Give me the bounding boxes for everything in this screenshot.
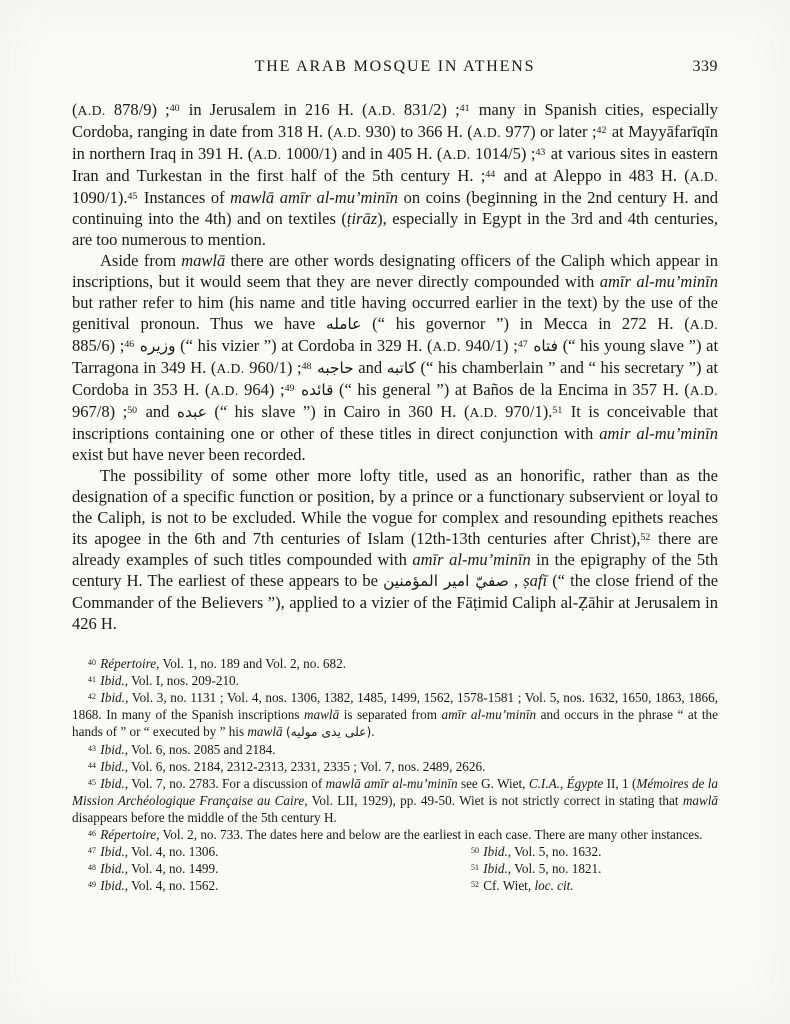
- text-run: A.D.: [472, 125, 501, 140]
- text-run: and at Aleppo in 483 H. (: [496, 166, 690, 185]
- text-run: there are other words designating officers of the Caliph which appear in inscriptions, but it would seem that they are never directly compounded with: [72, 251, 718, 291]
- footnotes-columns: [72, 843, 718, 894]
- italic-text: Ibid.: [100, 673, 125, 688]
- arabic-text: عبده: [176, 403, 207, 421]
- text-run: A.D.: [442, 147, 471, 162]
- text-run: A.D.: [689, 317, 718, 332]
- text-run: 970/1).: [497, 402, 553, 421]
- arabic-text: فتاه: [533, 337, 559, 355]
- footnotes-section: [72, 655, 718, 894]
- footnote-ref: 43: [88, 743, 96, 753]
- footnote-ref: 49: [88, 879, 96, 889]
- text-run: A.D.: [210, 383, 239, 398]
- paragraph: [72, 250, 718, 465]
- text-run: A.D.: [689, 169, 718, 184]
- italic-text: amīr al-mu’minīn: [412, 550, 531, 569]
- text-run: (“ his vizier ”) at Cordoba in 329 H. (: [175, 336, 433, 355]
- arabic-text: صفيّ امير المؤمنين: [383, 572, 509, 590]
- text-run: A.D.: [333, 125, 362, 140]
- footnote-ref: 44: [88, 760, 96, 770]
- paragraph: [72, 99, 718, 250]
- italic-text: Ibid.: [100, 742, 125, 757]
- text-run: 831/2) ;: [395, 100, 460, 119]
- text-run: at Mayyāfarīqīn in northern Iraq in 391 H. (: [72, 122, 718, 163]
- footnote: [72, 655, 718, 672]
- footnote-ref: 48: [301, 360, 312, 372]
- italic-text: Répertoire: [100, 827, 157, 842]
- text-run: A.D.: [253, 147, 282, 162]
- text-run: A.D.: [367, 103, 396, 118]
- text-run: , Vol. LII, 1929), pp. 49-50. Wiet is not strictly correct in stating that: [304, 793, 683, 808]
- footnote-ref: 47: [517, 338, 528, 350]
- text-run: 1000/1) and in 405 H. (: [281, 144, 443, 163]
- italic-text: Répertoire: [100, 656, 157, 671]
- text-run: (: [72, 100, 78, 119]
- text-run: is separated from: [339, 707, 442, 722]
- text-run: exist but have never been recorded.: [72, 445, 306, 464]
- text-run: .: [371, 724, 375, 739]
- italic-text: Ibid.: [100, 861, 125, 876]
- paragraph: [72, 465, 718, 634]
- footnote: [72, 877, 455, 894]
- text-run: (“ his chamberlain ” and “ his secretary ”) at Cordoba in 353 H. (: [72, 358, 719, 399]
- text-run: Instances of: [138, 188, 231, 207]
- footnote-ref: 41: [459, 102, 470, 114]
- italic-text: Ibid.: [483, 861, 508, 876]
- text-run: see G. Wiet,: [457, 776, 529, 791]
- text-run: 960/1) ;: [244, 358, 302, 377]
- footnotes-full-width: [72, 655, 718, 843]
- italic-text: C.I.A., Égypte: [528, 776, 604, 791]
- italic-text: Ibid.: [100, 776, 125, 791]
- text-run: 1014/5) ;: [470, 144, 536, 163]
- page-content: [72, 58, 718, 894]
- text-run: 1090/1).: [72, 188, 128, 207]
- text-run: It is conceivable that inscriptions containing one or other of these titles in direct conjunction with: [72, 402, 718, 443]
- footnotes-column-right: [455, 843, 718, 894]
- running-header: [72, 58, 718, 76]
- italic-text: Ibid.: [483, 844, 508, 859]
- text-run: 977) or later ;: [500, 122, 597, 141]
- text-run: in the epigraphy of the 5th century H. The earliest of these appears to be: [72, 550, 718, 590]
- arabic-text: وزيره: [139, 337, 176, 355]
- italic-text: mawlā amīr al-mu’minīn: [230, 188, 399, 207]
- text-run: disappears before the middle of the 5th century H.: [72, 810, 337, 825]
- italic-text: mawlā: [181, 251, 226, 270]
- arabic-text: (على يدى موليه): [285, 725, 372, 739]
- text-run: (“ the close friend of the Commander of the Believers ”), applied to a vizier of the Fāṭimid Caliph al-Ẓāhir at Jerusalem in 426 H.: [72, 571, 719, 633]
- footnote: [72, 741, 718, 758]
- arabic-text: عامله: [325, 315, 362, 333]
- text-run: , Vol. I, nos. 209-210.: [124, 673, 239, 688]
- text-run: 964) ;: [238, 380, 285, 399]
- italic-text: amīr al-mu’minīn: [599, 272, 719, 291]
- footnote-ref: 45: [88, 777, 96, 787]
- footnote: [72, 826, 718, 843]
- text-run: there are already examples of such titles compounded with: [72, 529, 718, 569]
- text-run: , Vol. 1, no. 189 and Vol. 2, no. 682.: [156, 656, 347, 671]
- footnote: [455, 877, 718, 894]
- italic-text: mawlā: [682, 793, 718, 808]
- arabic-text: كاتبه: [386, 359, 416, 377]
- text-run: (“ his general ”) at Baños de la Encima in 357 H. (: [333, 380, 690, 399]
- footnote-ref: 50: [127, 404, 138, 416]
- text-run: many in Spanish cities, especially Cordoba, ranging in date from 318 H. (: [72, 100, 718, 141]
- text-run: , Vol. 4, no. 1562.: [124, 878, 219, 893]
- italic-text: Ibid.: [100, 844, 125, 859]
- arabic-text: قائده: [301, 381, 334, 399]
- text-run: (“ his young slave ”) at Tarragona in 349 H. (: [72, 336, 719, 377]
- footnote-ref: 40: [169, 102, 180, 114]
- footnote: [72, 843, 455, 860]
- text-run: , Vol. 7, no. 2783. For a discussion of: [124, 776, 326, 791]
- italic-text: Ibid.: [100, 878, 125, 893]
- footnote-ref: 40: [88, 657, 96, 667]
- italic-text: Mémoires de la Mission Archéologique Française au Caire: [72, 776, 719, 808]
- footnote: [72, 860, 455, 877]
- italic-text: Ibid.: [100, 759, 125, 774]
- text-run: A.D.: [432, 339, 461, 354]
- footnote: [455, 843, 718, 860]
- italic-text: Ibid.: [100, 690, 126, 705]
- arabic-text: حاجبه: [317, 359, 354, 377]
- footnote-ref: 43: [535, 146, 546, 158]
- footnotes-column-left: [72, 843, 455, 894]
- text-run: 940/1) ;: [460, 336, 518, 355]
- footnote-ref: 51: [552, 404, 563, 416]
- text-run: (“ his slave ”) in Cairo in 360 H. (: [206, 402, 470, 421]
- footnote-ref: 44: [485, 168, 496, 180]
- text-run: , Vol. 5, no. 1821.: [507, 861, 602, 876]
- footnote-ref: 51: [471, 862, 479, 872]
- text-run: and occurs in the phrase “ at the hands of ” or “ executed by ” his: [72, 707, 718, 739]
- italic-text: ṣafī: [523, 571, 548, 590]
- text-run: on coins (beginning in the 2nd century H. and continuing into the 4th) and on textiles (: [72, 188, 718, 228]
- italic-text: mawlā: [247, 724, 283, 739]
- text-run: , Vol. 6, nos. 2085 and 2184.: [124, 742, 276, 757]
- text-run: and: [138, 402, 177, 421]
- text-run: , Vol. 4, no. 1306.: [124, 844, 219, 859]
- footnote-ref: 46: [124, 338, 135, 350]
- footnote: [72, 758, 718, 775]
- footnote-ref: 49: [284, 382, 295, 394]
- text-run: ), especially in Egypt in the 3rd and 4th centuries, are too numerous to mention.: [72, 209, 718, 249]
- footnote-ref: 42: [596, 124, 607, 136]
- footnote-ref: 45: [127, 190, 138, 202]
- text-run: A.D.: [77, 103, 106, 118]
- text-run: but rather refer to him (his name and title having occurred earlier in the text) by the use of the genitival pronoun. Thus we have: [72, 293, 718, 333]
- footnote-ref: 46: [88, 828, 96, 838]
- text-run: 885/6) ;: [72, 336, 125, 355]
- text-run: , Vol. 6, nos. 2184, 2312-2313, 2331, 2335 ; Vol. 7, nos. 2489, 2626.: [124, 759, 486, 774]
- footnote: [72, 689, 718, 741]
- page-title: THE ARAB MOSQUE IN ATHENS: [254, 58, 536, 75]
- italic-text: mawlā amīr al-mu’minīn: [325, 776, 458, 791]
- text-run: 878/9) ;: [105, 100, 170, 119]
- text-run: The possibility of some other more lofty title, used as an honorific, rather than as the designation of a specific function or position, by a prince or a functionary subservient or loyal to the Caliph, is not to be excluded. While the vogue for complex and resounding epithets reaches its apogee in the 6th and 7th centuries of Islam (12th-13th centuries after Christ),: [72, 466, 718, 548]
- text-run: II, 1 (: [603, 776, 637, 791]
- text-run: A.D.: [216, 361, 245, 376]
- text-run: , Vol. 3, no. 1131 ; Vol. 4, nos. 1306, 1382, 1485, 1499, 1562, 1578-1581 ; Vol. 5, nos. 1632, 1650, 1863, 1866, 1868. In many of the Spanish inscriptions: [72, 690, 719, 722]
- text-run: Cf. Wiet,: [479, 878, 535, 893]
- footnote-ref: 48: [88, 862, 96, 872]
- text-run: 967/8) ;: [72, 402, 128, 421]
- italic-text: ṭirāz: [346, 209, 378, 228]
- body-text: [72, 99, 718, 634]
- footnote-ref: 42: [88, 691, 96, 701]
- italic-text: amir al-mu’minīn: [599, 424, 718, 443]
- text-run: at various sites in eastern Iran and Turkestan in the first half of the 5th century H. ;: [72, 144, 718, 185]
- text-run: (“ his governor ”) in Mecca in 272 H. (: [361, 314, 690, 333]
- text-run: A.D.: [689, 383, 719, 398]
- italic-text: amīr al-mu’minīn: [441, 707, 537, 722]
- footnote-ref: 52: [471, 879, 479, 889]
- text-run: and: [353, 358, 387, 377]
- footnote-ref: 41: [88, 674, 96, 684]
- footnote-ref: 50: [471, 845, 479, 855]
- footnote: [455, 860, 718, 877]
- footnote: [72, 672, 718, 689]
- page-number: 339: [692, 58, 718, 75]
- footnote-ref: 52: [640, 531, 651, 543]
- text-run: , Vol. 2, no. 733. The dates here and below are the earliest in each case. There are many other instances.: [156, 827, 703, 842]
- text-run: Aside from: [100, 251, 182, 270]
- text-run: A.D.: [469, 405, 498, 420]
- text-run: , Vol. 5, no. 1632.: [507, 844, 602, 859]
- italic-text: loc. cit.: [534, 878, 574, 893]
- footnote-ref: 47: [88, 845, 96, 855]
- footnote: [72, 775, 718, 826]
- text-run: , Vol. 4, no. 1499.: [124, 861, 219, 876]
- text-run: 930) to 366 H. (: [361, 122, 473, 141]
- italic-text: mawlā: [304, 707, 340, 722]
- text-run: in Jerusalem in 216 H. (: [180, 100, 368, 119]
- text-run: ,: [508, 571, 524, 590]
